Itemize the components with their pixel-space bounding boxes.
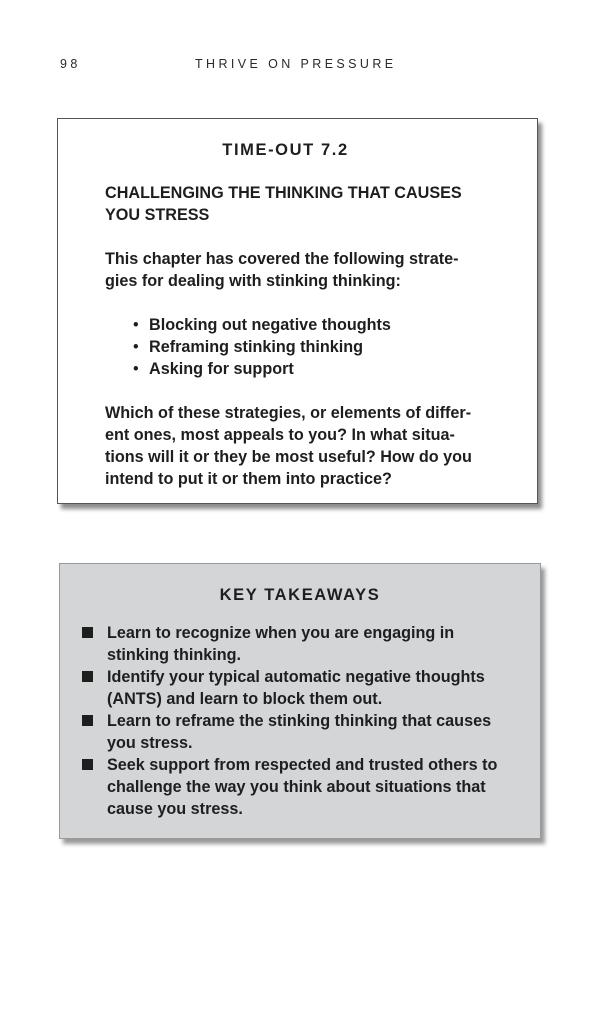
timeout-intro [105,248,505,292]
strategy-text: Asking for support [149,360,294,378]
takeaway-item [81,754,521,820]
takeaway-line: Seek support from respected and trusted others to [107,756,498,774]
takeaway-line: challenge the way you think about situations that [107,778,486,796]
takeaway-item [81,666,521,710]
timeout-heading: TIME-OUT 7.2 [222,141,349,159]
square-bullet-icon [82,627,93,638]
strategy-item [131,314,391,336]
takeaway-line: (ANTS) and learn to block them out. [107,690,383,708]
bullet-dot-icon: • [133,316,139,334]
strategy-item [131,336,391,358]
bullet-dot-icon: • [133,338,139,356]
takeaway-item [81,710,521,754]
square-bullet-icon [82,715,93,726]
takeaway-line: Learn to reframe the stinking thinking that causes [107,712,492,730]
timeout-question-line: ent ones, most appeals to you? In what situa- [105,426,455,444]
takeaway-list [81,622,521,820]
takeaway-line: Identify your typical automatic negative thoughts [107,668,485,686]
timeout-question-line: tions will it or they be most useful? How do you [105,448,472,466]
timeout-title [105,182,505,226]
square-bullet-icon [82,759,93,770]
timeout-title-line: YOU STRESS [105,206,210,224]
key-takeaways-heading: KEY TAKEAWAYS [219,586,381,604]
timeout-question-line: Which of these strategies, or elements of differ- [105,404,472,422]
takeaway-line: cause you stress. [107,800,243,818]
page-number: 98 [60,57,81,71]
book-title: THRIVE ON PRESSURE [195,57,397,71]
square-bullet-icon [82,671,93,682]
key-takeaways-box [59,563,541,839]
takeaway-line: stinking thinking. [107,646,241,664]
timeout-intro-line: This chapter has covered the following strate- [105,250,459,268]
takeaway-item [81,622,521,666]
strategy-text: Reframing stinking thinking [149,338,364,356]
timeout-box [57,118,538,504]
takeaway-line: you stress. [107,734,193,752]
bullet-dot-icon: • [133,360,139,378]
running-head [0,57,600,73]
timeout-question [105,402,505,490]
takeaway-line: Learn to recognize when you are engaging in [107,624,455,642]
strategy-text: Blocking out negative thoughts [149,316,391,334]
strategy-item [131,358,391,380]
timeout-question-line: intend to put it or them into practice? [105,470,392,488]
strategy-list [131,314,391,380]
timeout-intro-line: gies for dealing with stinking thinking: [105,272,401,290]
timeout-title-line: CHALLENGING THE THINKING THAT CAUSES [105,184,462,202]
